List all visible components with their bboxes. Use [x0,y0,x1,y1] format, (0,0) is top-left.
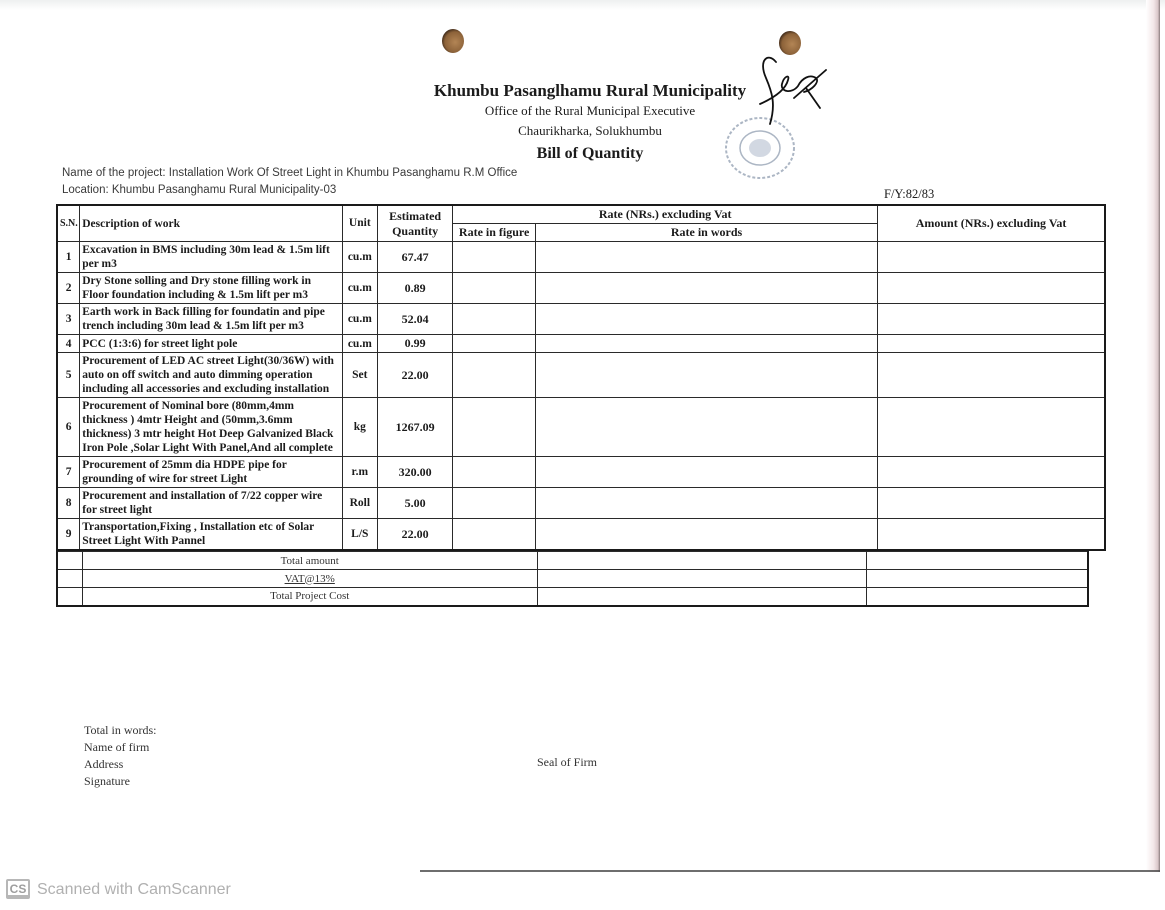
table-row [57,457,1105,488]
row-quantity: 0.99 [377,335,452,353]
table-row [57,519,1105,551]
row-amount-cell[interactable] [878,242,1105,273]
row-rate-figure-cell[interactable] [453,457,536,488]
row-rate-words-cell[interactable] [535,488,877,519]
row-rate-figure-cell[interactable] [453,304,536,335]
place-subtitle: Chaurikharka, Solukhumbu [518,123,662,138]
row-rate-figure-cell[interactable] [453,242,536,273]
paper-bottom-edge [420,870,1160,872]
row-rate-words-cell[interactable] [535,242,877,273]
row-quantity: 52.04 [377,304,452,335]
row-amount-cell[interactable] [878,519,1105,551]
office-subtitle: Office of the Rural Municipal Executive [484,103,696,118]
row-rate-figure-cell[interactable] [453,488,536,519]
row-rate-figure-cell[interactable] [453,273,536,304]
row-amount-cell[interactable] [878,488,1105,519]
row-rate-words-cell[interactable] [535,335,877,353]
row-rate-figure-cell[interactable] [453,335,536,353]
row-quantity: 5.00 [377,488,452,519]
header-rate-figure: Rate in figure [453,224,536,242]
paper-right-edge [1146,0,1160,872]
total-amount-label: Total amount [82,552,537,570]
row-description: Procurement of 25mm dia HDPE pipe for grounding of wire for street Light [80,457,343,488]
total-project-cost-row [57,588,1088,606]
row-unit: cu.m [342,304,377,335]
row-unit: cu.m [342,335,377,353]
address-label: Address [84,757,124,771]
punch-hole-left [442,29,464,53]
document-title: Bill of Quantity [536,145,644,162]
row-description: Transportation,Fixing , Installation etc of Solar Street Light With Pannel [80,519,343,551]
row-quantity: 22.00 [377,353,452,398]
table-row [57,488,1105,519]
total-sn-cell [57,552,82,570]
row-rate-figure-cell[interactable] [453,353,536,398]
header-description: Description of work [80,205,343,242]
row-unit: cu.m [342,273,377,304]
project-location: Location: Khumbu Pasanghamu Rural Municipality-03 [62,184,337,196]
row-quantity: 67.47 [377,242,452,273]
totals-table [56,551,1089,607]
table-row [57,304,1105,335]
row-unit: L/S [342,519,377,551]
row-rate-words-cell[interactable] [535,398,877,457]
seal-of-firm-label: Seal of Firm [537,755,597,769]
vat-label [82,570,537,588]
row-sn: 6 [57,398,80,457]
vat-sn-cell [57,570,82,588]
row-unit: cu.m [342,242,377,273]
cost-sn-cell [57,588,82,606]
vat-blank-cell [537,570,866,588]
row-quantity: 22.00 [377,519,452,551]
vat-row [57,570,1088,588]
row-quantity: 0.89 [377,273,452,304]
fiscal-year: F/Y:82/83 [884,187,935,201]
signature-label: Signature [84,774,130,788]
table-row [57,353,1105,398]
row-rate-words-cell[interactable] [535,273,877,304]
row-rate-words-cell[interactable] [535,304,877,335]
row-rate-figure-cell[interactable] [453,398,536,457]
header-quantity: Estimated Quantity [377,205,452,242]
row-amount-cell[interactable] [878,335,1105,353]
boq-sheet [56,204,1106,607]
row-description: Procurement of Nominal bore (80mm,4mm thickness ) 4mtr Height and (50mm,3.6mm thickness) 3 mtr height Hot Deep Galvanized Black Iron Pole ,Solar Light With Panel,And all complete [80,398,343,457]
row-description: Earth work in Back filling for foundatin and pipe trench including 30m lead & 1.5m lift per m3 [80,304,343,335]
row-rate-words-cell[interactable] [535,353,877,398]
row-unit: Roll [342,488,377,519]
table-row [57,398,1105,457]
row-description: Excavation in BMS including 30m lead & 1.5m lift per m3 [80,242,343,273]
total-project-cost-label: Total Project Cost [82,588,537,606]
table-row [57,273,1105,304]
total-blank-cell [537,552,866,570]
name-of-firm-label: Name of firm [84,740,150,754]
row-rate-words-cell[interactable] [535,519,877,551]
total-amount-cell[interactable] [866,552,1088,570]
row-sn: 1 [57,242,80,273]
row-description: PCC (1:3:6) for street light pole [80,335,343,353]
row-quantity: 320.00 [377,457,452,488]
row-description: Dry Stone solling and Dry stone filling work in Floor foundation including & 1.5m lift per m3 [80,273,343,304]
project-name: Name of the project: Installation Work Of Street Light in Khumbu Pasanghamu R.M Office [62,167,518,179]
row-sn: 3 [57,304,80,335]
vat-amount-cell[interactable] [866,570,1088,588]
row-amount-cell[interactable] [878,353,1105,398]
bill-of-quantity-table [56,204,1106,551]
row-description: Procurement of LED AC street Light(30/36W) with auto on off switch and auto dimming operation including all accessories and excluding installation [80,353,343,398]
header-rate-words: Rate in words [535,224,877,242]
footer-fields [84,722,157,790]
row-rate-words-cell[interactable] [535,457,877,488]
row-description: Procurement and installation of 7/22 copper wire for street light [80,488,343,519]
vat-label-text: VAT@13% [284,572,335,585]
header-unit: Unit [342,205,377,242]
row-sn: 2 [57,273,80,304]
header-rate-group: Rate (NRs.) excluding Vat [453,205,878,224]
table-row [57,242,1105,273]
row-sn: 7 [57,457,80,488]
row-amount-cell[interactable] [878,304,1105,335]
cost-blank-cell [537,588,866,606]
row-sn: 4 [57,335,80,353]
camscanner-watermark: Scanned with CamScanner [37,881,231,898]
table-row [57,335,1105,353]
header-sn: S.N. [57,205,80,242]
paper-top-edge [0,0,1165,10]
row-sn: 9 [57,519,80,551]
row-unit: kg [342,398,377,457]
row-sn: 5 [57,353,80,398]
row-unit: r.m [342,457,377,488]
municipality-title: Khumbu Pasanglhamu Rural Municipality [433,81,747,100]
row-sn: 8 [57,488,80,519]
total-in-words-label: Total in words: [84,723,157,737]
row-rate-figure-cell[interactable] [453,519,536,551]
row-amount-cell[interactable] [878,398,1105,457]
camscanner-logo-icon: CS [6,879,30,899]
header-amount: Amount (NRs.) excluding Vat [878,205,1105,242]
total-amount-row [57,552,1088,570]
row-unit: Set [342,353,377,398]
total-project-cost-cell[interactable] [866,588,1088,606]
row-amount-cell[interactable] [878,457,1105,488]
row-quantity: 1267.09 [377,398,452,457]
row-amount-cell[interactable] [878,273,1105,304]
